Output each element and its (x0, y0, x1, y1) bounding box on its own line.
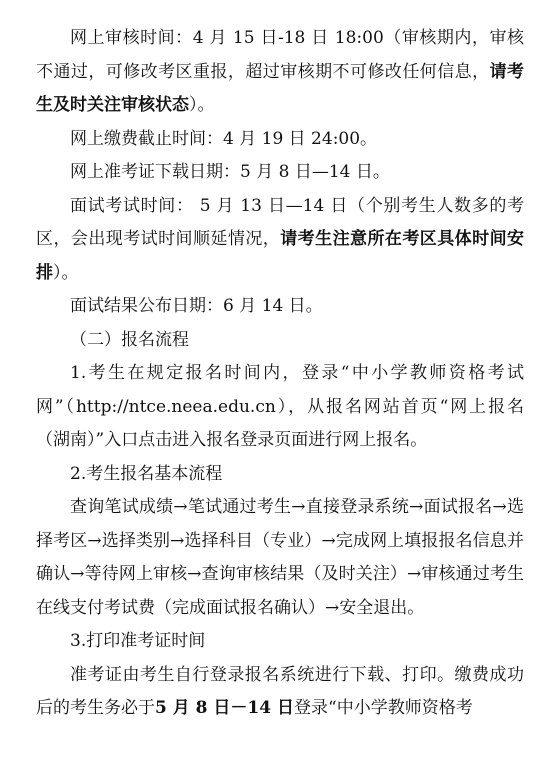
review-time-paragraph: 网上审核时间：4 月 15 日-18 日 18:00（审核期内，审核不通过，可修改考区重报，超过审核期不可修改任何信息，请考生及时关注审核状态）。 (36, 28, 525, 115)
step1-paragraph: 1.考生在规定报名时间内，登录“中小学教师资格考试网”（http://ntce.neea.edu.cn），从报名网站首页“网上报名（湖南）”入口点击进入报名登录页面进行网上报名。 (36, 363, 524, 450)
step2-flow-paragraph: 查询笔试成绩→笔试通过考生→直接登录系统→面试报名→选择考区→选择类别→选择科目（专业）→完成网上填报报名信息并确认→等待网上审核→查询审核结果（及时关注）→审核通过考生在线支付考试费（完成面试报名确认）→安全退出。 (36, 497, 524, 618)
download-date-notice: 5 月 8 日－14 日 (155, 698, 294, 718)
interview-schedule-notice: 请考生注意所在考区具体时间安排 (36, 229, 525, 283)
result-date-paragraph: 面试结果公布日期：6 月 14 日。 (70, 296, 323, 316)
section-heading-registration-process: （二）报名流程 (70, 329, 189, 350)
admission-download-paragraph: 网上准考证下载日期：5 月 8 日—14 日。 (70, 162, 390, 182)
interview-time-paragraph: 面试考试时间： 5 月 13 日—14 日（个别考生人数多的考区，会出现考试时间顺延情况，请考生注意所在考区具体时间安排）。 (36, 195, 525, 283)
review-status-notice: 请考生及时关注审核状态 (36, 61, 525, 115)
payment-deadline-paragraph: 网上缴费截止时间：4 月 19 日 24:00。 (70, 128, 378, 149)
step3-heading: 3.打印准考证时间 (70, 631, 206, 651)
step3-paragraph: 准考证由考生自行登录报名系统进行下载、打印。缴费成功后的考生务必于5 月 8 日－14 日登录“中小学教师资格考 (36, 664, 524, 718)
step2-heading: 2.考生报名基本流程 (70, 463, 223, 484)
